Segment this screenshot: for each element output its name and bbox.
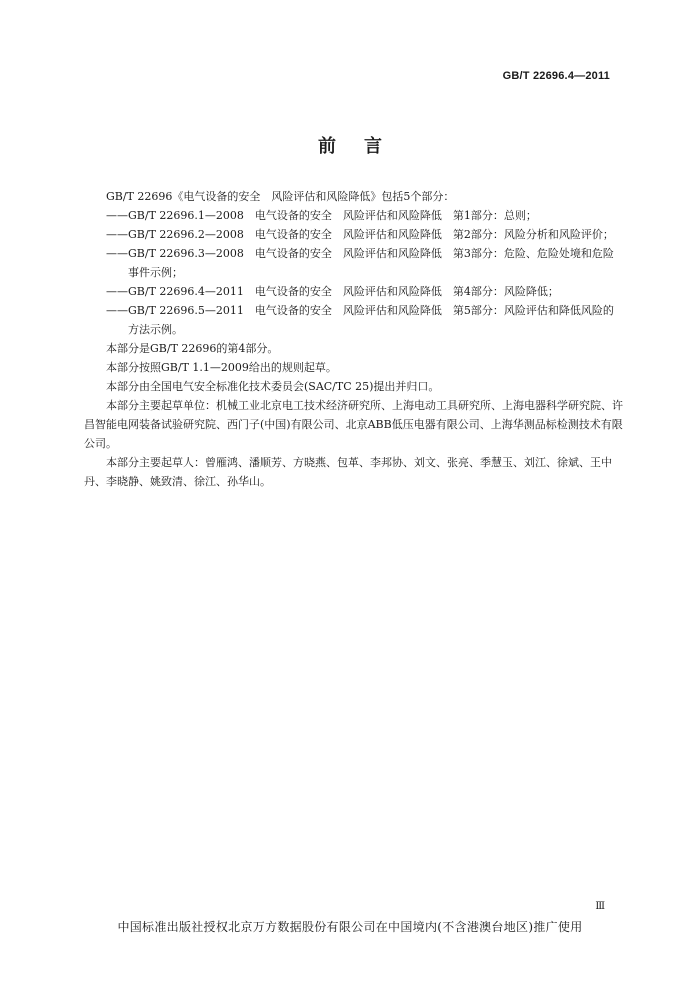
drafting-rules-paragraph: 本部分按照GB/T 1.1—2009给出的规则起草。 (106, 361, 337, 374)
foreword-body (84, 187, 624, 491)
part-list-item-4: ——GB/T 22696.4—2011 电气设备的安全 风险评估和风险降低 第4部分：风险降低； (106, 285, 559, 298)
page-number: Ⅲ (595, 901, 605, 912)
standard-number: GB/T 22696.4—2011 (502, 70, 610, 82)
committee-paragraph: 本部分由全国电气安全标准化技术委员会(SAC/TC 25)提出并归口。 (106, 380, 440, 393)
page-title: 前言 (318, 136, 410, 157)
part-statement-paragraph: 本部分是GB/T 22696的第4部分。 (106, 342, 279, 355)
license-footer: 中国标准出版社授权北京万方数据股份有限公司在中国境内(不含港澳台地区)推广使用 (117, 920, 583, 934)
part-list-item-5: ——GB/T 22696.5—2011 电气设备的安全 风险评估和风险降低 第5部分：风险评估和降低风险的方法示例。 (106, 304, 614, 336)
part-list-item-1: ——GB/T 22696.1—2008 电气设备的安全 风险评估和风险降低 第1部分：总则； (106, 209, 537, 222)
intro-paragraph: GB/T 22696《电气设备的安全 风险评估和风险降低》包括5个部分： (106, 190, 455, 203)
part-list-item-3: ——GB/T 22696.3—2008 电气设备的安全 风险评估和风险降低 第3部分：危险、危险处境和危险事件示例； (106, 247, 614, 279)
drafting-units-paragraph: 本部分主要起草单位：机械工业北京电工技术经济研究所、上海电动工具研究所、上海电器科学研究院、许昌智能电网装备试验研究院、西门子(中国)有限公司、北京ABB低压电器有限公司、上海华测品标检测技术有限公司。 (84, 399, 623, 450)
drafters-paragraph: 本部分主要起草人：曾雁鸿、潘顺芳、方晓燕、包革、李邦协、刘文、张亮、季慧玉、刘江、徐斌、王中丹、李晓静、姚致清、徐江、孙华山。 (84, 456, 612, 488)
part-list-item-2: ——GB/T 22696.2—2008 电气设备的安全 风险评估和风险降低 第2部分：风险分析和风险评价； (106, 228, 614, 241)
